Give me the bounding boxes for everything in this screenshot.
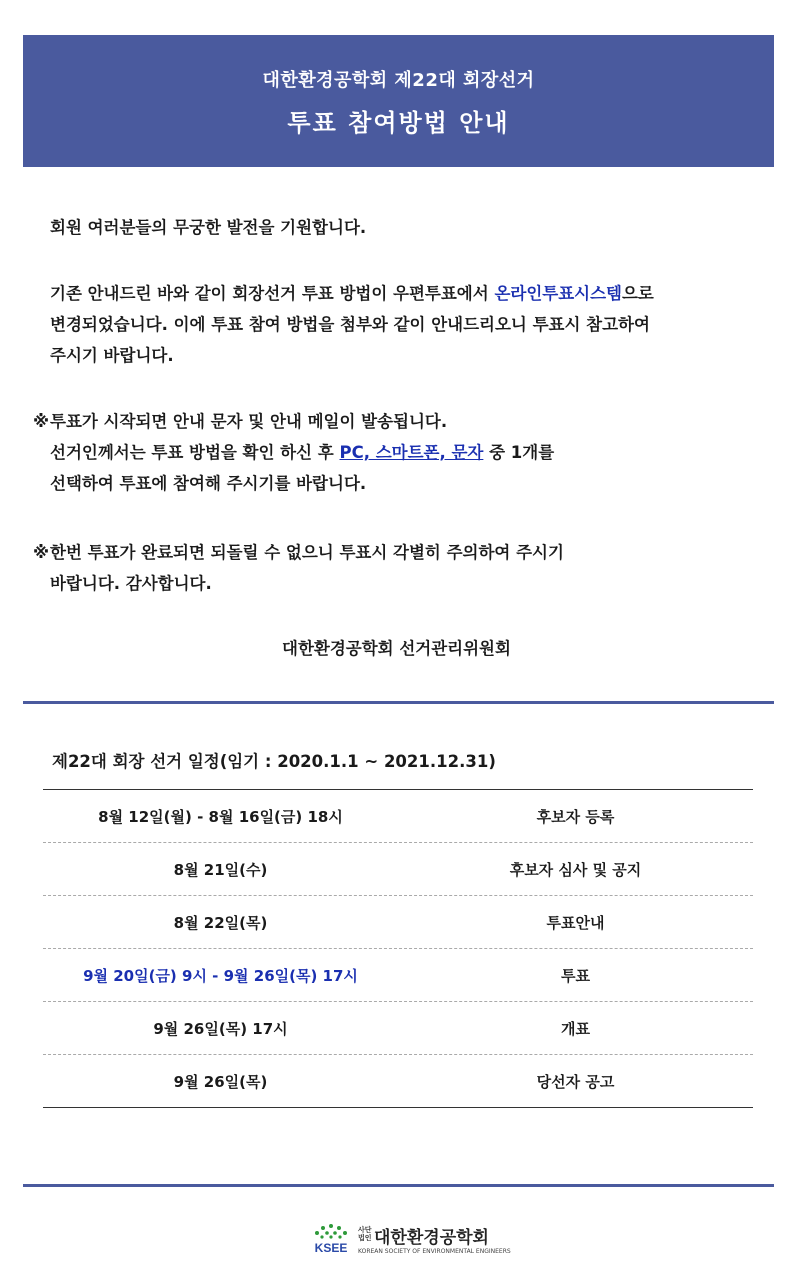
schedule-event: 개표 [561, 1019, 590, 1038]
intro-text: 주시기 바랍니다. [50, 346, 174, 365]
divider [23, 1184, 774, 1187]
schedule-event: 후보자 등록 [536, 807, 615, 826]
note-text: 투표가 시작되면 안내 문자 및 안내 메일이 발송됩니다. [50, 412, 448, 431]
note-2 [33, 537, 753, 599]
ksee-logo-icon [308, 1222, 354, 1258]
intro-text: 기존 안내드린 바와 같이 회장선거 투표 방법이 우편투표에서 [50, 284, 495, 303]
voting-methods-link[interactable]: PC, 스마트폰, 문자 [339, 443, 484, 462]
schedule-date: 8월 21일(수) [173, 860, 268, 879]
schedule-event: 투표 [561, 966, 590, 985]
online-voting-link[interactable]: 온라인투표시스템 [494, 284, 622, 303]
note-text: 중 1개를 [483, 443, 555, 462]
table-row [43, 790, 753, 843]
note-text: 선거인께서는 투표 방법을 확인 하신 후 [50, 443, 340, 462]
logo-corp-label: 사단 법인 [358, 1226, 372, 1242]
table-row [43, 1055, 753, 1107]
schedule-table [43, 789, 753, 1108]
table-row [43, 1002, 753, 1055]
schedule-date: 9월 26일(목) 17시 [153, 1019, 288, 1038]
schedule-title: 제22대 회장 선거 일정(임기 : 2020.1.1 ~ 2021.12.31) [52, 752, 496, 771]
schedule-event: 당선자 공고 [536, 1072, 615, 1091]
table-row-voting-period [43, 949, 753, 1002]
logo-name: 대한환경공학회 [374, 1228, 489, 1248]
header-banner [23, 35, 774, 167]
divider [23, 701, 774, 704]
table-row [43, 843, 753, 896]
schedule-date: 8월 12일(월) - 8월 16일(금) 18시 [98, 807, 343, 826]
note-text: 선택하여 투표에 참여해 주시기를 바랍니다. [50, 474, 367, 493]
note-mark: ※ [33, 543, 50, 562]
schedule-date: 9월 20일(금) 9시 - 9월 26일(목) 17시 [83, 966, 358, 985]
intro-paragraph [50, 278, 750, 371]
note-text: 한번 투표가 완료되면 되돌릴 수 없으니 투표시 각별히 주의하여 주시기 [50, 543, 564, 562]
signature: 대한환경공학회 선거관리위원회 [282, 639, 511, 658]
intro-text: 변경되었습니다. 이에 투표 참여 방법을 첨부와 같이 안내드리오니 투표시 참고하여 [50, 315, 650, 334]
greeting-text [50, 212, 750, 243]
logo-english-name: KOREAN SOCIETY OF ENVIRONMENTAL ENGINEERS [358, 1248, 511, 1255]
header-subtitle: 대한환경공학회 제22대 회장선거 [262, 70, 535, 91]
schedule-event: 투표안내 [546, 913, 605, 932]
schedule-event: 후보자 심사 및 공지 [509, 860, 642, 879]
note-text: 바랍니다. 감사합니다. [50, 574, 212, 593]
schedule-date: 8월 22일(목) [173, 913, 268, 932]
note-mark: ※ [33, 412, 50, 431]
page-title: 투표 참여방법 안내 [287, 109, 510, 137]
note-1 [33, 406, 753, 499]
logo-abbr: KSEE [314, 1241, 348, 1255]
greeting: 회원 여러분들의 무궁한 발전을 기원합니다. [50, 218, 367, 237]
ksee-logo [308, 1222, 511, 1262]
schedule-date: 9월 26일(목) [173, 1072, 268, 1091]
intro-text: 으로 [621, 284, 654, 303]
table-row [43, 896, 753, 949]
